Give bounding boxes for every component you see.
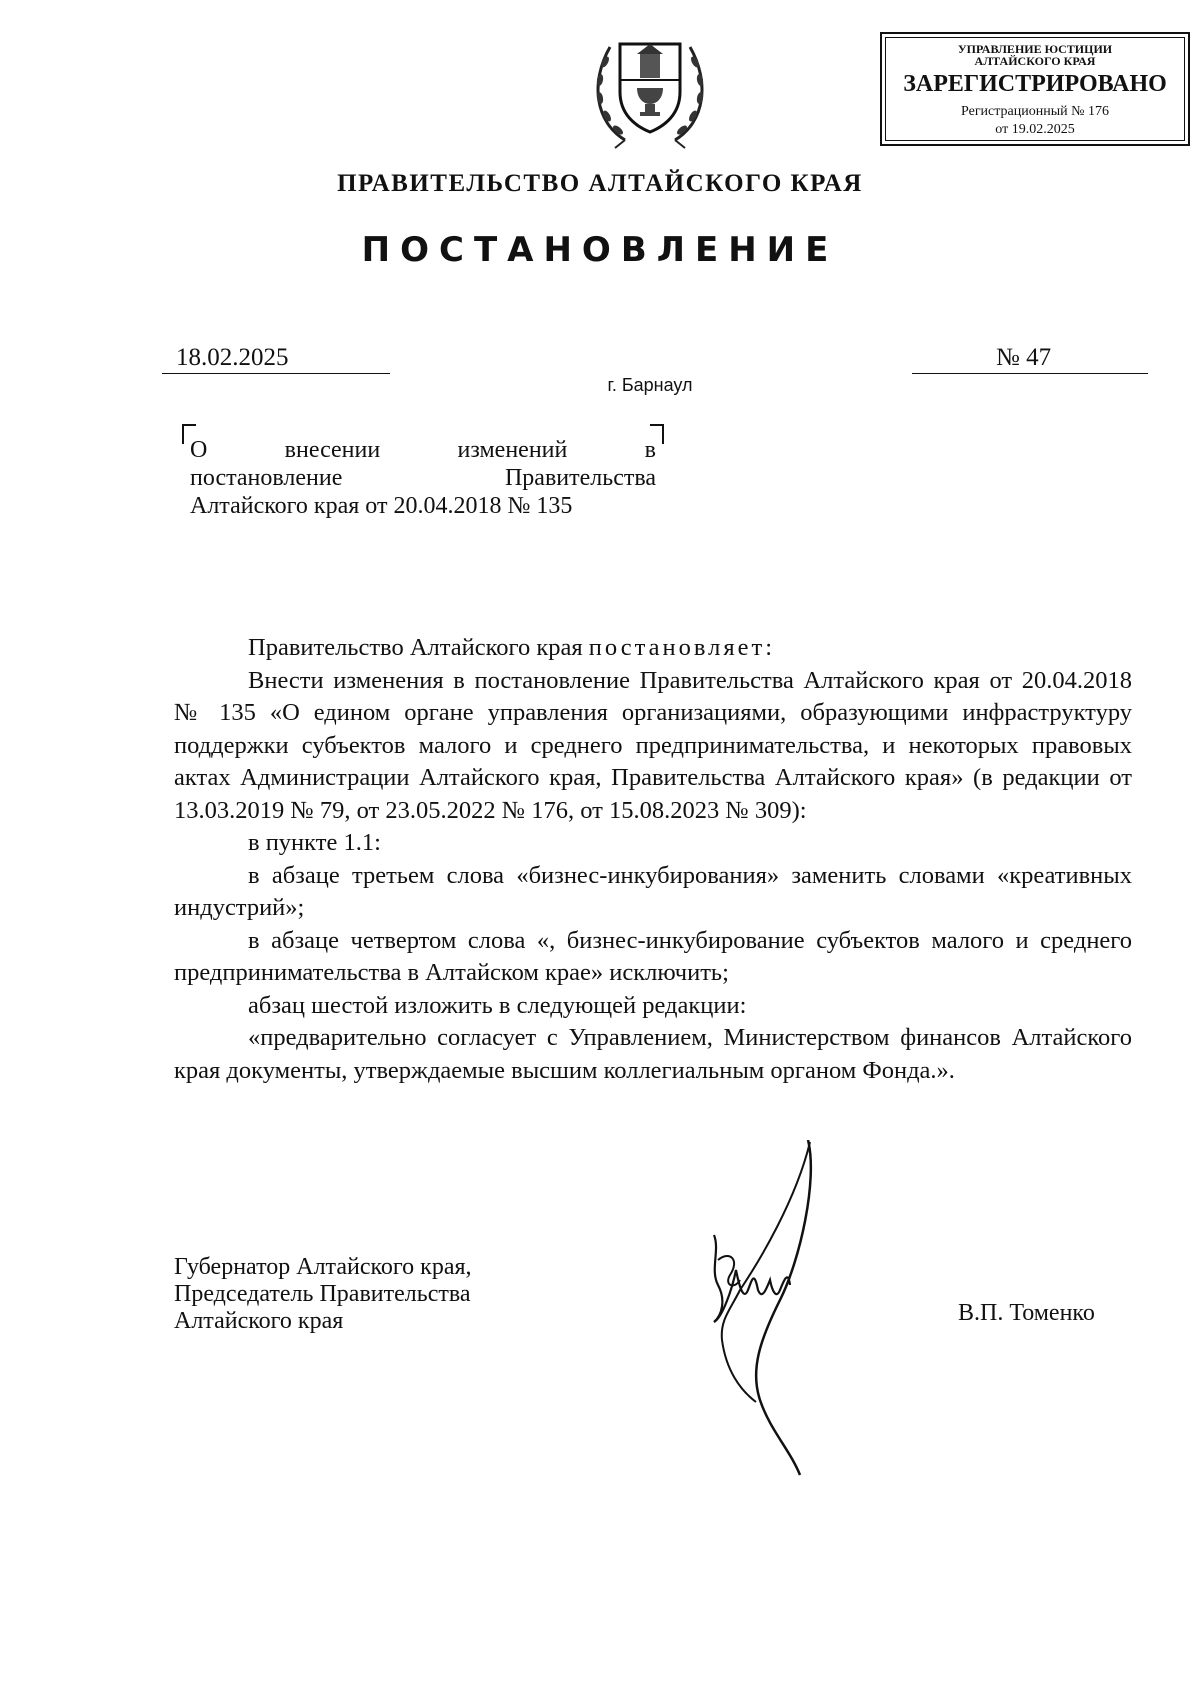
signer-name: В.П. Томенко: [958, 1300, 1095, 1326]
intro-prefix: Правительство Алтайского края: [248, 634, 589, 661]
registration-stamp: [880, 32, 1190, 146]
document-body: [174, 632, 1132, 1087]
subject-line: постановление Правительства: [190, 465, 656, 491]
stamp-status: ЗАРЕГИСТРИРОВАНО: [903, 71, 1167, 97]
subject-line: О внесении изменений в: [190, 437, 656, 463]
document-subject: [190, 436, 656, 492]
government-title: ПРАВИТЕЛЬСТВО АЛТАЙСКОГО КРАЯ: [337, 170, 863, 197]
body-paragraph: в абзаце третьем слова «бизнес-инкубирования» заменить словами «креативных индустрий»;: [174, 861, 1132, 921]
signer-position: [174, 1254, 472, 1335]
stamp-date: от 19.02.2025: [995, 122, 1075, 137]
document-number: № 47: [912, 343, 1148, 374]
stamp-registration-number: Регистрационный № 176: [961, 104, 1109, 119]
intro-decree-word: постановляет: [588, 634, 766, 661]
document-date: 18.02.2025: [162, 343, 390, 374]
signer-position-line: Губернатор Алтайского края,: [174, 1254, 472, 1280]
body-paragraph: в абзаце четвертом слова «, бизнес-инкубирование субъектов малого и среднего предпринимательства в Алтайском крае» исключить;: [174, 926, 1132, 986]
body-intro: [174, 632, 1132, 665]
stamp-org-line1: УПРАВЛЕНИЕ ЮСТИЦИИ: [957, 42, 1113, 56]
body-paragraph: абзац шестой изложить в следующей редакции:: [248, 991, 747, 1019]
stamp-org-line2: АЛТАЙСКОГО КРАЯ: [974, 54, 1096, 68]
body-paragraph: «предварительно согласует с Управлением, Министерством финансов Алтайского края документы, утверждаемые высшим коллегиальным органом Фонда.».: [174, 1024, 1132, 1084]
subject-line: Алтайского края от 20.04.2018 № 135: [190, 493, 573, 519]
document-city: г. Барнаул: [607, 375, 693, 395]
handwritten-signature-icon: [700, 1140, 850, 1480]
signer-position-line: Председатель Правительства: [174, 1281, 471, 1307]
body-paragraph: в пункте 1.1:: [248, 829, 381, 856]
document-type: ПОСТАНОВЛЕНИЕ: [361, 230, 839, 270]
intro-suffix: :: [765, 634, 772, 661]
coat-of-arms-icon: [585, 22, 715, 152]
signer-position-line: Алтайского края: [174, 1308, 344, 1334]
body-paragraph: Внести изменения в постановление Правительства Алтайского края от 20.04.2018 № 135 «О едином органе управления организациями, образующими инфраструктуру поддержки субъектов малого и среднего предпринимательства, и некоторых правовых актах Администрации Алтайского края, Правительства Алтайского края» (в редакции от 13.03.2019 № 79, от 23.05.2022 № 176, от 15.08.2023 № 309):: [174, 666, 1132, 824]
